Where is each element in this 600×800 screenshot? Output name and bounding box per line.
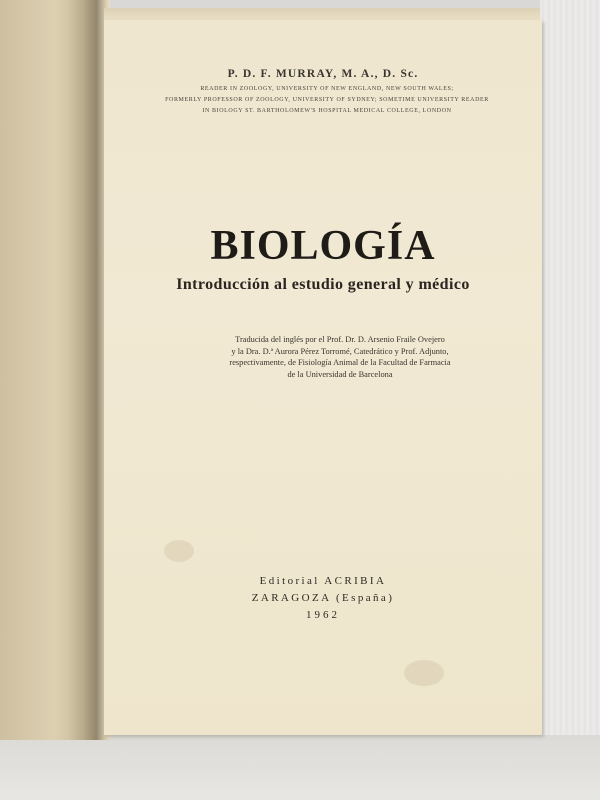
background-surface bbox=[540, 0, 600, 800]
credentials-line: IN BIOLOGY ST. BARTHOLOMEW'S HOSPITAL MEDICAL COLLEGE, LONDON bbox=[202, 108, 452, 114]
paper-stain bbox=[404, 660, 444, 686]
book-subtitle: Introducción al estudio general y médico bbox=[176, 276, 470, 293]
publisher-name: Editorial ACRIBIA bbox=[259, 575, 387, 587]
translation-note bbox=[150, 334, 530, 380]
translation-line: Traducida del inglés por el Prof. Dr. D. Arsenio Fraile Ovejero bbox=[235, 335, 445, 344]
author-name: P. D. F. MURRAY, M. A., D. Sc. bbox=[227, 68, 419, 80]
book-title: BIOLOGÍA bbox=[210, 223, 436, 269]
publication-year: 1962 bbox=[306, 609, 340, 621]
translation-line: de la Universidad de Barcelona bbox=[287, 369, 393, 379]
translation-line: y la Dra. D.ª Aurora Pérez Torromé, Catedrático y Prof. Adjunto, bbox=[231, 346, 449, 356]
credentials-line: FORMERLY PROFESSOR OF ZOOLOGY, UNIVERSITY OF SYDNEY; SOMETIME UNIVERSITY READER bbox=[165, 97, 489, 103]
left-page-shadow bbox=[68, 0, 98, 740]
translation-line: respectivamente, de Fisiología Animal de la Facultad de Farmacia bbox=[229, 358, 451, 367]
table-surface bbox=[0, 735, 600, 800]
credentials-line: READER IN ZOOLOGY, UNIVERSITY OF NEW ENGLAND, NEW SOUTH WALES; bbox=[200, 86, 454, 92]
paper-stain bbox=[164, 540, 194, 562]
author-credentials bbox=[118, 84, 536, 117]
publisher-city: ZARAGOZA (España) bbox=[251, 592, 395, 604]
